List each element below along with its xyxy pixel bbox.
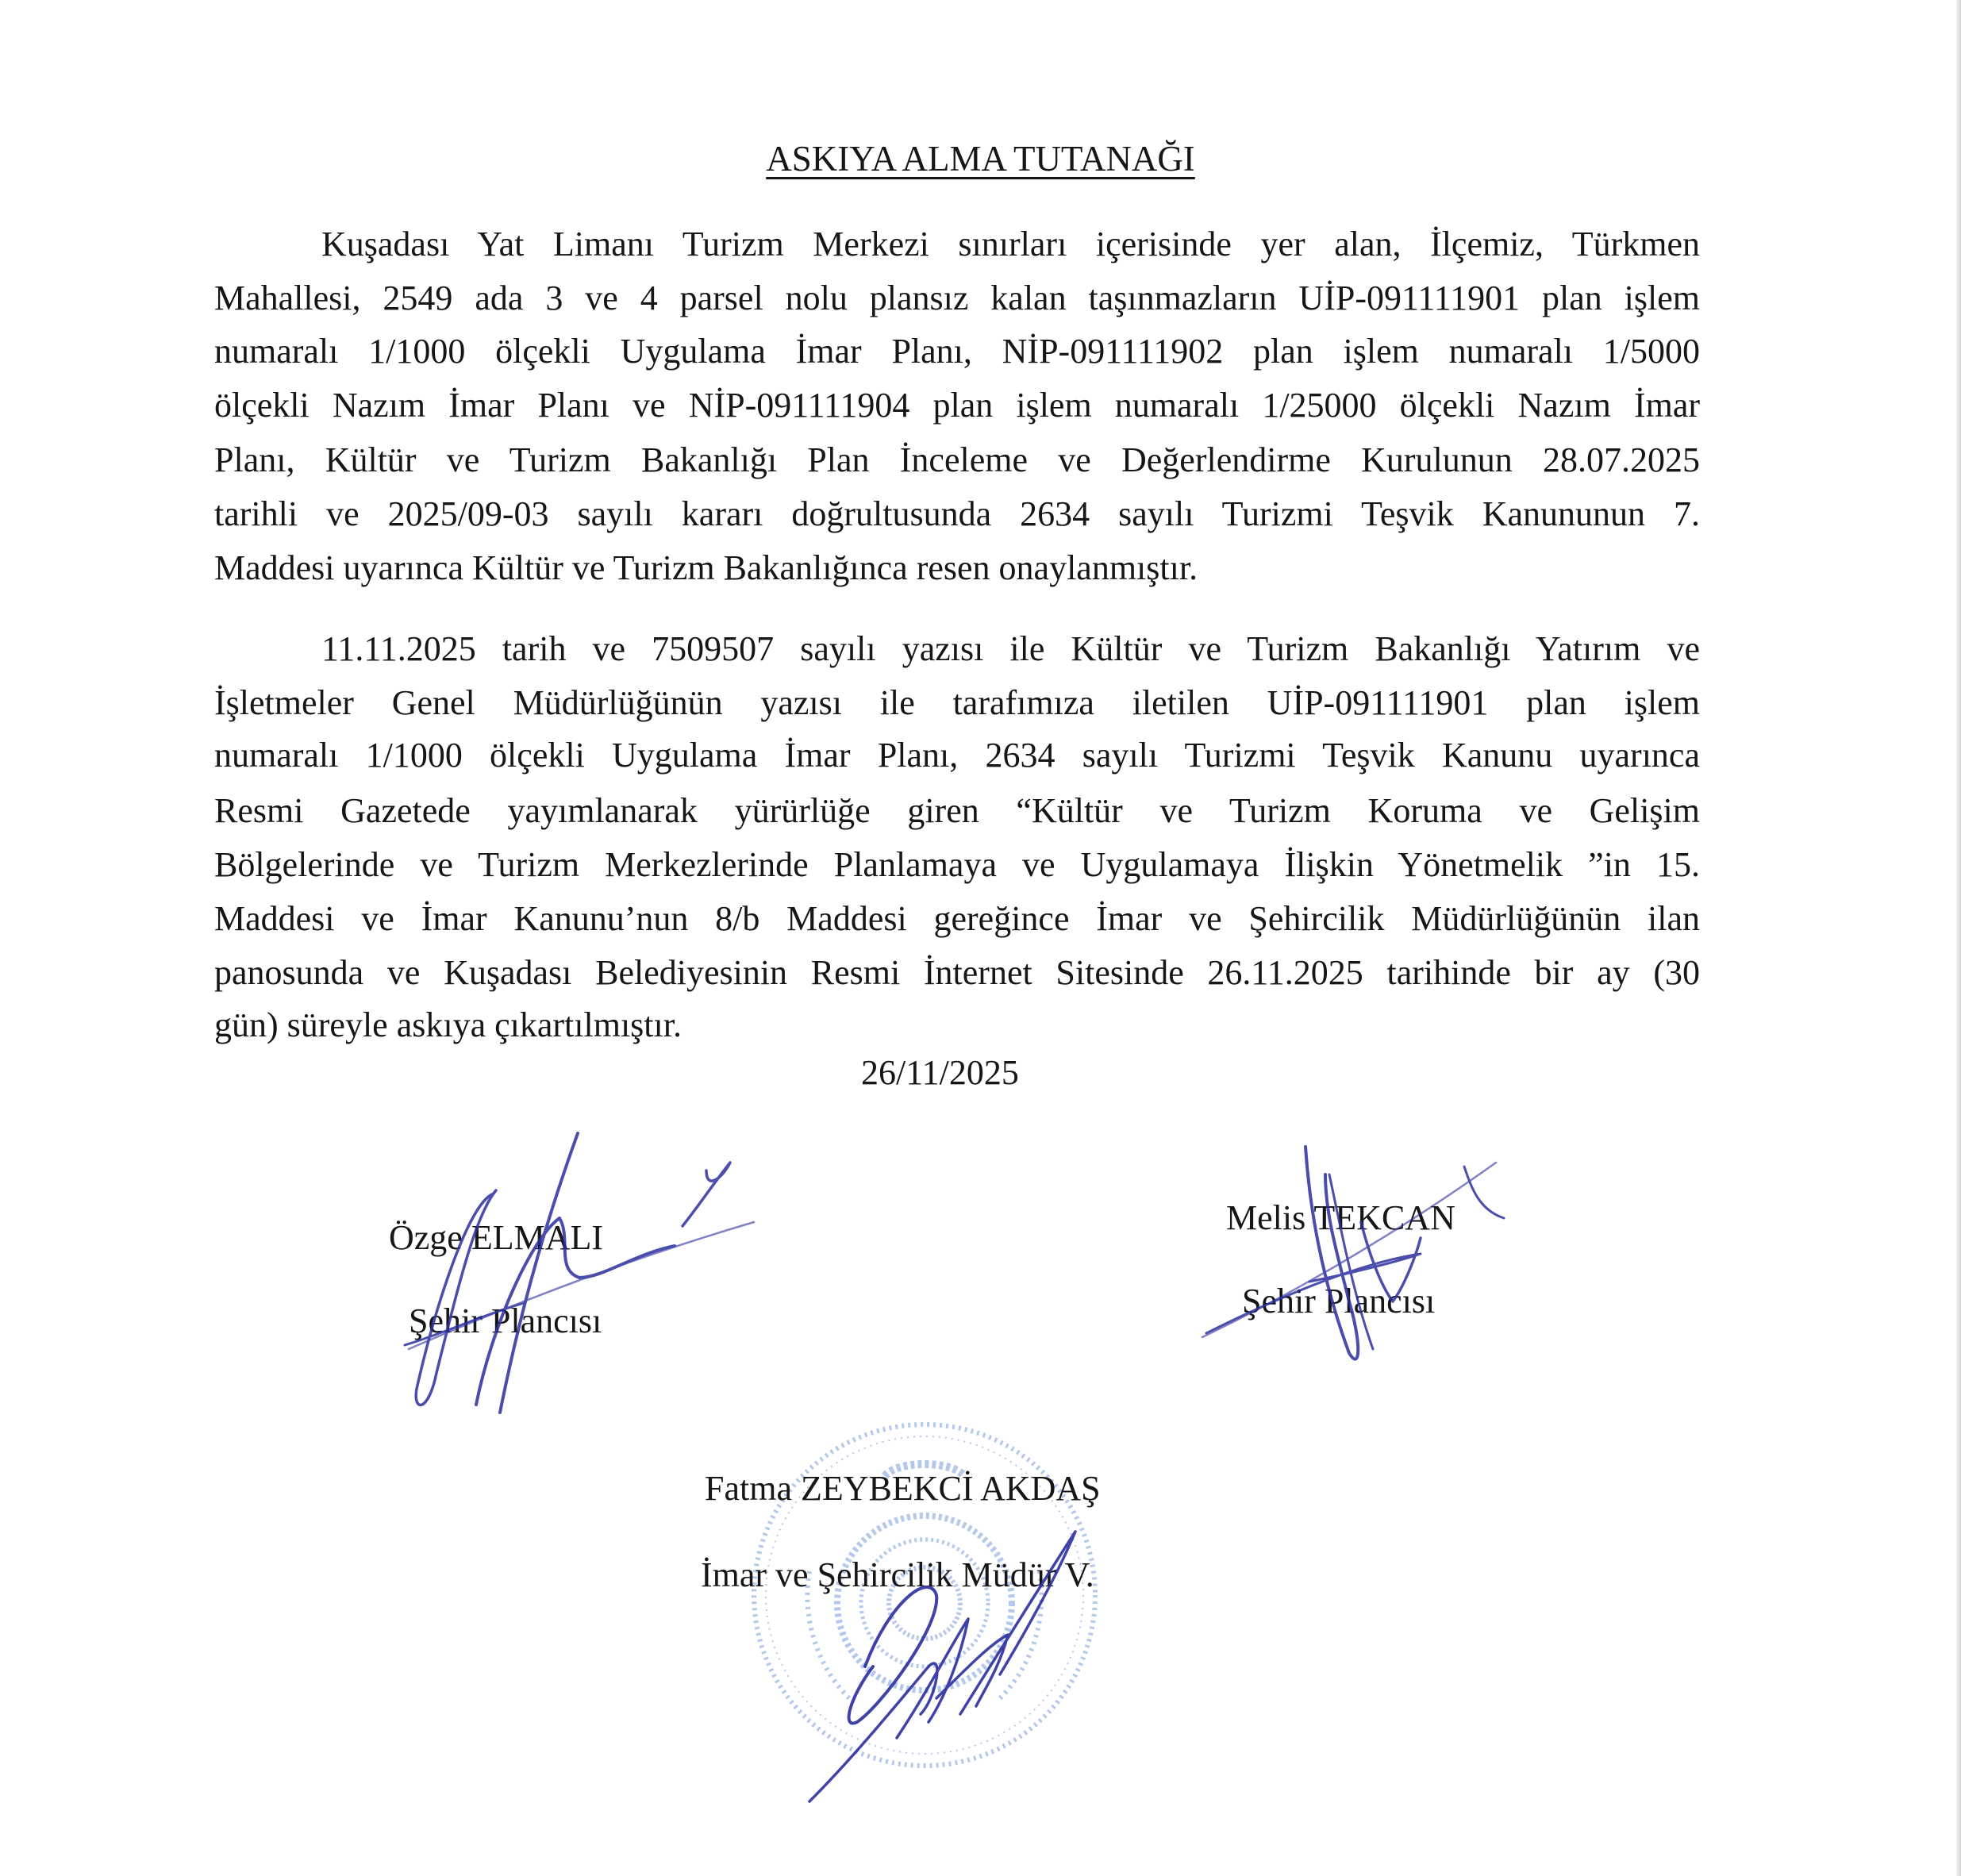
paragraph-line: ölçekli Nazım İmar Planı ve NİP-091111904 plan işlem numaralı 1/25000 ölçekli Nazım İmar <box>214 386 1700 425</box>
paragraph-line: numaralı 1/1000 ölçekli Uygulama İmar Planı, 2634 sayılı Turizmi Teşvik Kanunu uyarınca <box>214 736 1700 775</box>
paragraph-line: tarihli ve 2025/09-03 sayılı kararı doğrultusunda 2634 sayılı Turizmi Teşvik Kanununun 7. <box>214 494 1700 533</box>
paragraph-line: İşletmeler Genel Müdürlüğünün yazısı ile tarafımıza iletilen UİP-091111901 plan işlem <box>214 683 1700 722</box>
paragraph-line: Maddesi ve İmar Kanunu’nun 8/b Maddesi gereğince İmar ve Şehircilik Müdürlüğünün ilan <box>214 899 1700 938</box>
handwritten-signature-1 <box>381 1119 762 1420</box>
paragraph-line: Resmi Gazetede yayımlanarak yürürlüğe giren “Kültür ve Turizm Koruma ve Gelişim <box>214 791 1700 830</box>
scan-edge-shadow <box>1956 0 1961 1876</box>
paragraph-line: Bölgelerinde ve Turizm Merkezlerinde Planlamaya ve Uygulamaya İlişkin Yönetmelik ”in 15. <box>214 845 1700 884</box>
paragraph-line: gün) süreyle askıya çıkartılmıştır. <box>214 1005 682 1044</box>
document-date: 26/11/2025 <box>861 1053 1019 1092</box>
signatory-title: Şehir Plancısı <box>1242 1282 1436 1321</box>
signatory-title: İmar ve Şehircilik Müdür V. <box>701 1555 1094 1594</box>
paragraph-line: Maddesi uyarınca Kültür ve Turizm Bakanlığınca resen onaylanmıştır. <box>214 548 1198 587</box>
signatory-name: Fatma ZEYBEKCİ AKDAŞ <box>705 1469 1101 1508</box>
document-title-text: ASKIYA ALMA TUTANAĞI <box>766 139 1195 179</box>
signatory-title: Şehir Plancısı <box>409 1301 602 1340</box>
paragraph-line: Kuşadası Yat Limanı Turizm Merkezi sınırları içerisinde yer alan, İlçemiz, Türkmen <box>321 225 1700 263</box>
signatory-name: Özge ELMALI <box>389 1218 604 1257</box>
signatory-name: Melis TEKCAN <box>1226 1198 1455 1237</box>
paragraph-line: 11.11.2025 tarih ve 7509507 sayılı yazısı ile Kültür ve Turizm Bakanlığı Yatırım ve <box>321 629 1700 668</box>
document-title <box>0 135 1961 183</box>
paragraph-line: Planı, Kültür ve Turizm Bakanlığı Plan İnceleme ve Değerlendirme Kurulunun 28.07.2025 <box>214 440 1700 479</box>
paragraph-line: Mahallesi, 2549 ada 3 ve 4 parsel nolu plansız kalan taşınmazların UİP-091111901 plan işlem <box>214 279 1700 317</box>
paragraph-line: numaralı 1/1000 ölçekli Uygulama İmar Planı, NİP-091111902 plan işlem numaralı 1/5000 <box>214 332 1700 371</box>
paragraph-line: panosunda ve Kuşadası Belediyesinin Resmi İnternet Sitesinde 26.11.2025 tarihinde bir ay (30 <box>214 953 1700 992</box>
handwritten-signature-2 <box>1190 1143 1508 1373</box>
